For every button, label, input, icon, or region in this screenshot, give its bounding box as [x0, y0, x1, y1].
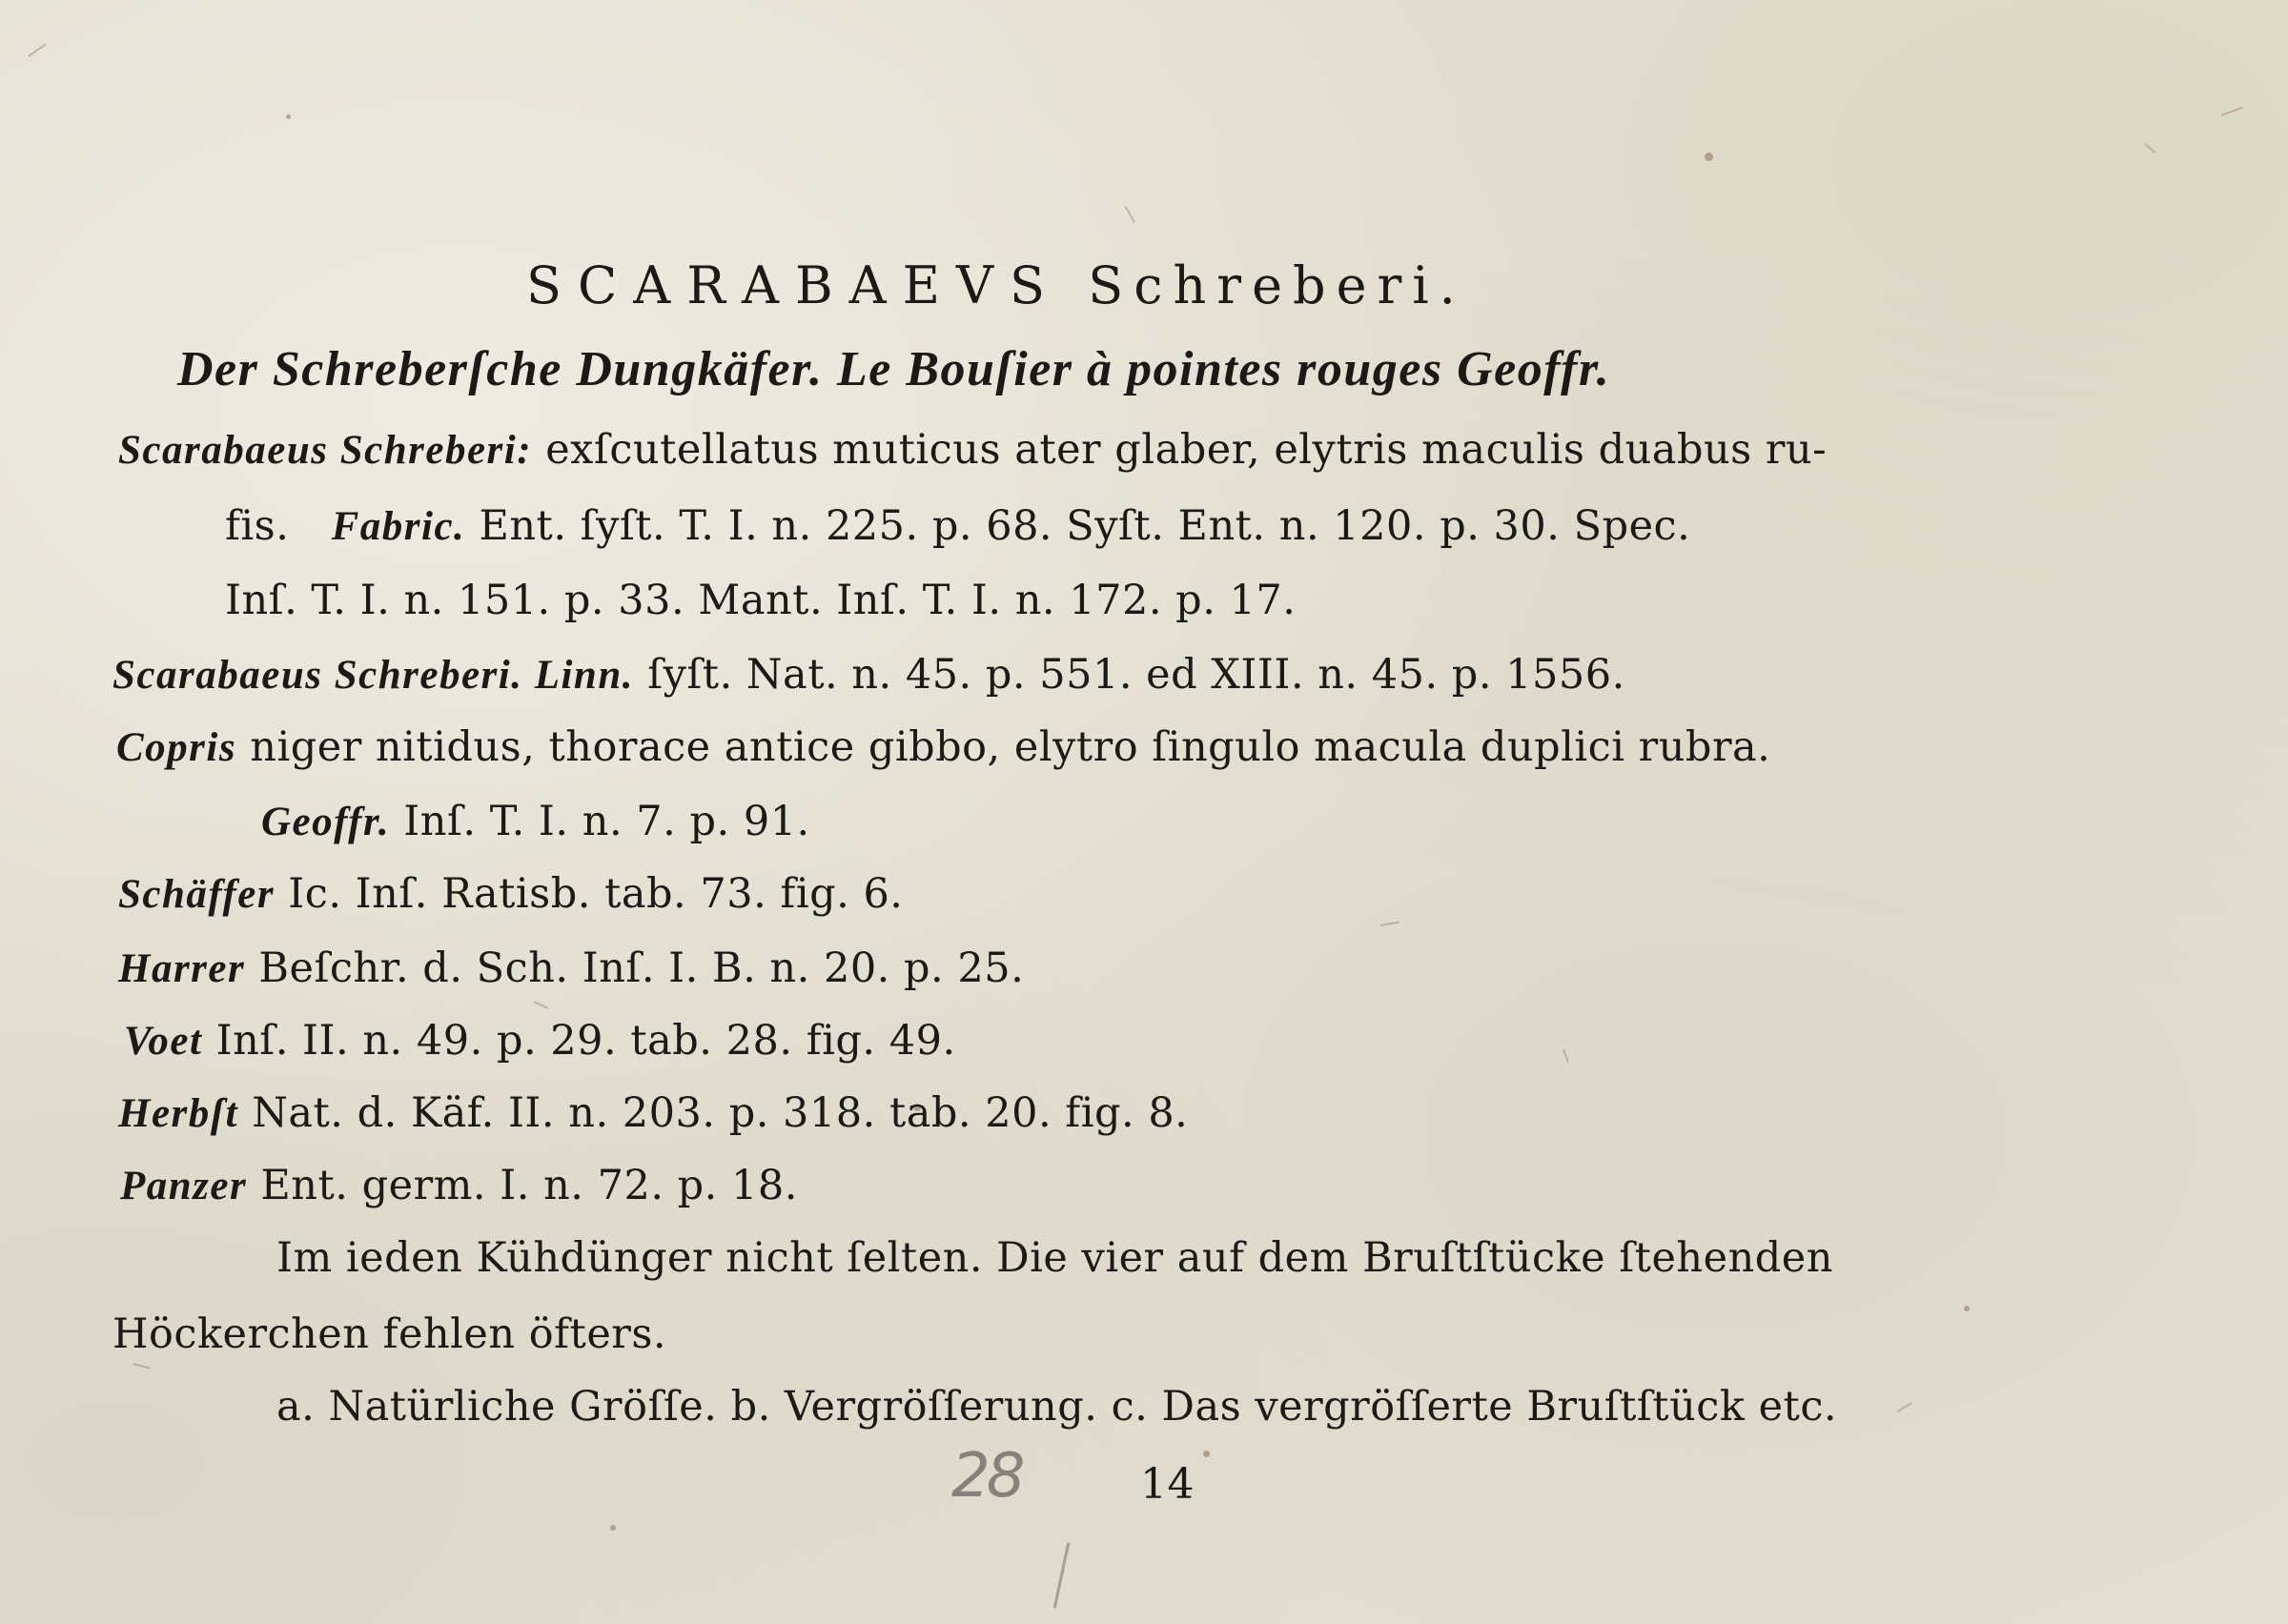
paper-speck — [610, 1525, 616, 1531]
paper-fiber — [2144, 143, 2155, 153]
title-species: Schreberi. — [1088, 255, 1466, 315]
entry-author: Schäffer — [118, 872, 276, 917]
synonym-entry — [118, 867, 903, 922]
entry-text: exſcutellatus muticus ater glaber, elytris maculis duabus ru- — [545, 426, 1828, 474]
pencil-stroke — [1053, 1542, 1070, 1608]
synonym-entry-continuation — [261, 795, 810, 849]
entry-text: Ent. ſyſt. T. I. n. 225. p. 68. Syſt. Ent. n. 120. p. 30. Spec. — [479, 502, 1691, 550]
entry-author: Harrer — [118, 946, 246, 991]
entry-text: Beſchr. d. Sch. Inſ. I. B. n. 20. p. 25. — [258, 944, 1025, 992]
paper-fiber — [534, 1001, 548, 1009]
title-genus: SCARABAEVS — [526, 255, 1062, 315]
paper-fiber — [1563, 1049, 1569, 1063]
entry-text: Inſ. T. I. n. 151. p. 33. Mant. Inſ. T. I. n. 172. p. 17. — [225, 577, 1297, 624]
figure-legend: a. Natürliche Gröſſe. b. Vergröſſerung. c. Das vergröſſerte Bruſtſtück etc. — [276, 1383, 1838, 1431]
pencil-annotation: 28 — [951, 1441, 1022, 1512]
synonym-entry — [124, 1014, 956, 1068]
paper-fiber — [1380, 922, 1399, 926]
entry-author: Scarabaeus Schreberi: — [118, 428, 533, 473]
description-line-2: Höckerchen fehlen öfters. — [112, 1310, 667, 1358]
synonym-entry — [120, 1159, 798, 1213]
entry-text: niger nitidus, thorace antice gibbo, elytro ſingulo macula duplici rubra. — [250, 723, 1771, 771]
entry-author: Geoffr. — [261, 800, 391, 844]
paper-speck — [1964, 1306, 1970, 1311]
paper-speck — [1203, 1451, 1210, 1457]
synonym-entry-continuation — [225, 499, 1690, 554]
entry-text: Nat. d. Käf. II. n. 203. p. 318. tab. 20. fig. 8. — [252, 1089, 1189, 1137]
synonym-entry-continuation — [225, 574, 1296, 627]
entry-text: Ic. Inſ. Ratisb. tab. 73. fig. 6. — [288, 870, 904, 918]
paper-fiber — [133, 1363, 151, 1370]
page-subtitle — [177, 343, 1610, 396]
paper-fiber — [1897, 1402, 1913, 1412]
description-line-1: Im ieden Kühdünger nicht ſelten. Die vier auf dem Bruſtſtücke ſtehenden — [276, 1234, 1833, 1282]
entry-author: Scarabaeus Schreberi. Linn. — [112, 653, 635, 698]
synonym-entry — [118, 423, 1827, 477]
entry-author: Copris — [116, 725, 237, 770]
entry-text: fis. — [225, 502, 290, 550]
entry-author: Panzer — [120, 1164, 248, 1208]
paper-fiber — [28, 44, 46, 57]
subtitle-german: Der Schreberſche Dungkäfer. — [177, 342, 824, 396]
paper-fiber — [2221, 107, 2243, 116]
paper-fiber — [1124, 206, 1135, 223]
paper-speck — [1705, 152, 1713, 161]
entry-text: Inſ. T. I. n. 7. p. 91. — [403, 798, 810, 845]
entry-author: Fabric. — [331, 504, 466, 549]
entry-text: Inſ. II. n. 49. p. 29. tab. 28. fig. 49. — [215, 1017, 956, 1065]
subtitle-french: Le Bouſier à pointes rouges Geoffr. — [836, 342, 1611, 396]
page-title — [526, 255, 1466, 315]
entry-text: ſyſt. Nat. n. 45. p. 551. ed XIII. n. 45. p. 1556. — [647, 651, 1625, 699]
synonym-entry — [116, 721, 1770, 775]
entry-text: Ent. germ. I. n. 72. p. 18. — [260, 1162, 798, 1209]
page-number: 14 — [1140, 1460, 1195, 1509]
entry-author: Herbſt — [118, 1091, 239, 1136]
synonym-entry — [112, 648, 1625, 702]
entry-author: Voet — [124, 1019, 203, 1064]
synonym-entry — [118, 942, 1024, 996]
paper-speck — [286, 114, 291, 119]
synonym-entry — [118, 1086, 1188, 1141]
